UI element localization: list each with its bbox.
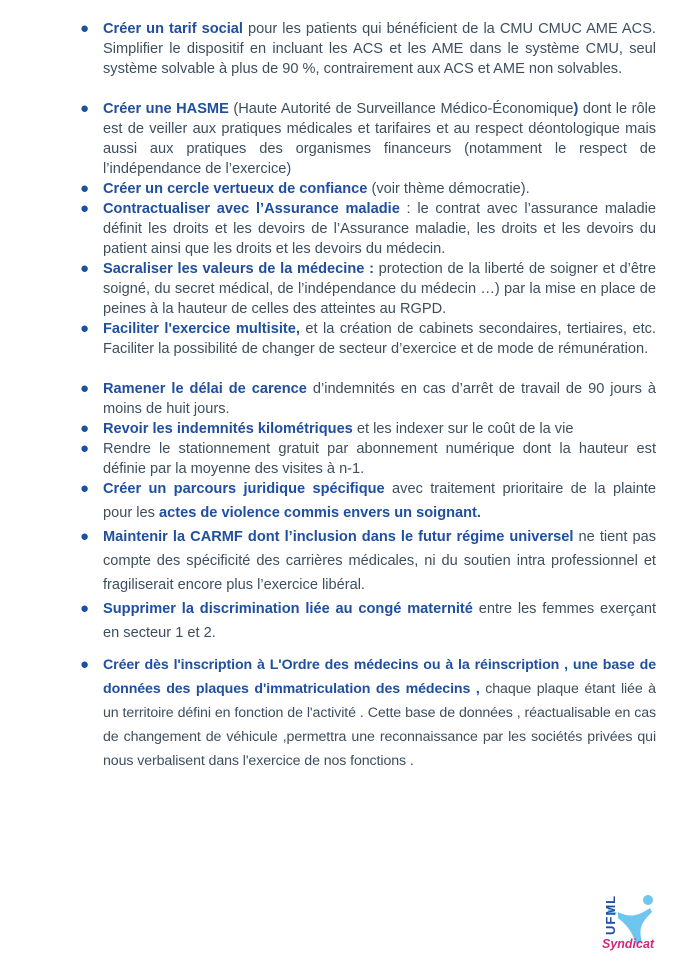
list-item: ● Sacraliser les valeurs de la médecine : protection de la liberté de soigner et d’être soigné, du secret médical, de l’indépendance du médecin …) par la mise en place de peines à la hauteur de celles des atteintes au RGPD. <box>80 260 656 317</box>
bullet-icon: ● <box>80 260 90 277</box>
bullet-icon: ● <box>80 600 90 617</box>
list-item: ● Créer un cercle vertueux de confiance (voir thème démocratie). <box>80 180 530 197</box>
bullet-icon: ● <box>80 180 90 197</box>
bullet-icon: ● <box>80 656 89 673</box>
bullet-icon: ● <box>80 528 90 545</box>
list-item: ● Supprimer la discrimination liée au congé maternité entre les femmes exerçant en secteur 1 et 2. <box>103 597 656 645</box>
bullet-icon: ● <box>80 320 90 337</box>
bullet-icon: ● <box>80 420 90 437</box>
list-item: ● Rendre le stationnement gratuit par abonnement numérique dont la hauteur est définie par la moyenne des visites à n-1. <box>80 440 656 477</box>
list-item: ● Contractualiser avec l’Assurance maladie : le contrat avec l’assurance maladie définit les droits et les devoirs de l’Assurance maladie, les droits et les devoirs du patient ainsi que les droits et les devoirs du médecin. <box>80 200 656 257</box>
list-item: ● Créer un parcours juridique spécifique avec traitement prioritaire de la plainte pour les actes de violence commis envers un soignant. <box>103 477 656 525</box>
bullet-icon: ● <box>80 440 90 457</box>
list-item: ● Créer une HASME (Haute Autorité de Surveillance Médico-Économique) dont le rôle est de veiller aux pratiques médicales et tarifaires et au respect déontologique mais aussi aux pratiques des organismes financeurs (notamment le respect de l’indépendance de l’exercice) <box>80 100 657 177</box>
list-item: ● Maintenir la CARMF dont l’inclusion dans le futur régime universel ne tient pas compte des spécificité des carrières médicales, ni du soutien intra professionnel et fragiliserait encore plus l’exercice libéral. <box>103 525 656 597</box>
list-item: ● Revoir les indemnités kilométriques et les indexer sur le coût de la vie <box>80 420 574 437</box>
list-item: ● Créer un tarif social pour les patients qui bénéficient de la CMU CMUC AME ACS. Simplifier le dispositif en incluant les ACS et les AME dans le système CMU, seul système solvable à plus de 90 %, contrairement aux ACS et AME non solvables. <box>80 20 656 77</box>
logo-subtitle: Syndicat <box>602 937 655 951</box>
bullet-icon: ● <box>80 20 90 37</box>
bullet-icon: ● <box>80 200 90 217</box>
logo-name: UFML <box>603 894 618 935</box>
bullet-icon: ● <box>80 100 90 117</box>
list-item: ● Faciliter l'exercice multisite, et la création de cabinets secondaires, tertiaires, etc. Faciliter la possibilité de changer de secteur d’exercice et de mode de rémunération. <box>80 320 656 357</box>
bullet-icon: ● <box>80 480 90 497</box>
list-item: ● Créer dès l'inscription à L'Ordre des médecins ou à la réinscription , une base de données des plaques d'immatriculation des médecins , chaque plaque étant liée à un territoire défini en fonction de l'activité . Cette base de données , réactualisable en cas de changement de véhicule ,permettra une reconnaissance par les sociétés privées qui nous verbalisent dans l'exercice de nos fonctions . <box>103 653 656 773</box>
list-item: ● Ramener le délai de carence d’indemnités en cas d’arrêt de travail de 90 jours à moins de huit jours. <box>80 380 656 417</box>
bullet-icon: ● <box>80 380 90 397</box>
